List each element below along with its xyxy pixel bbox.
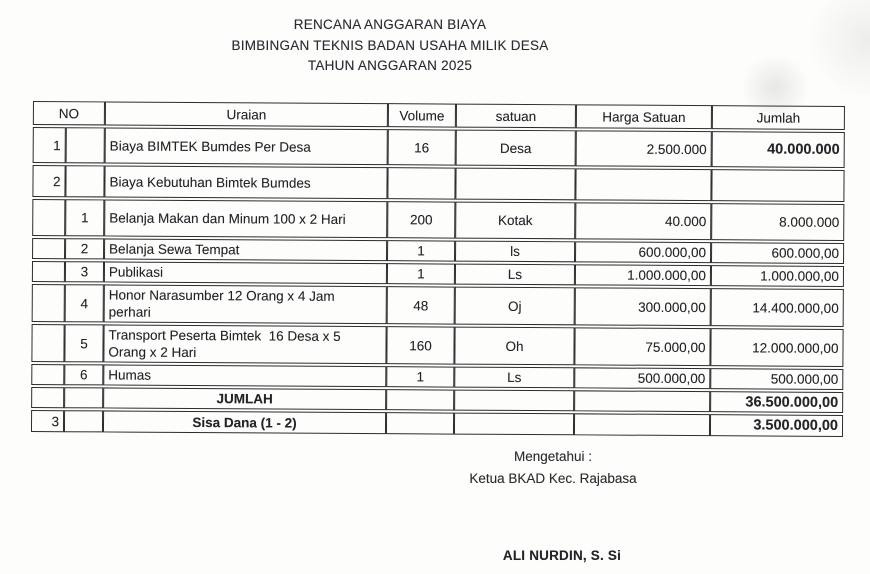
cell-satuan: ls xyxy=(455,241,575,263)
cell-satuan: Desa xyxy=(456,130,576,167)
cell-uraian: Biaya Kebutuhan Bimtek Bumdes xyxy=(104,165,387,199)
cell-uraian: Publikasi xyxy=(104,261,387,284)
signature-block xyxy=(353,446,753,490)
cell-no-sub xyxy=(65,165,104,197)
cell-jumlah: 8.000.000 xyxy=(711,203,844,241)
cell-satuan xyxy=(455,168,575,201)
table-row xyxy=(32,238,844,264)
cell-no-sub: 2 xyxy=(65,238,104,259)
table-header-row xyxy=(33,101,845,130)
cell-volume: 200 xyxy=(387,201,455,238)
cell-satuan: Oj xyxy=(455,287,575,326)
cell-harga-satuan: 75.000,00 xyxy=(574,327,710,366)
table-row-total xyxy=(31,387,843,413)
cell-no-main xyxy=(32,199,65,236)
cell-no-main xyxy=(31,364,64,385)
cell-no-main xyxy=(32,284,65,322)
cell-volume xyxy=(386,412,454,434)
cell-no-main xyxy=(31,387,64,408)
document-title xyxy=(0,15,780,77)
cell-jumlah: 14.400.000,00 xyxy=(711,288,844,327)
title-line-3: TAHUN ANGGARAN 2025 xyxy=(307,58,473,73)
cell-uraian: Belanja Makan dan Minum 100 x 2 Hari xyxy=(104,199,387,238)
cell-satuan: Kotak xyxy=(455,202,575,240)
cell-satuan: Ls xyxy=(454,367,574,389)
cell-uraian: Transport Peserta Bimtek 16 Desa x 5 Orang x 2 Hari xyxy=(103,324,386,364)
cell-volume: 48 xyxy=(387,286,455,324)
table-row xyxy=(33,127,845,168)
cell-harga-satuan: 500.000,00 xyxy=(574,367,710,389)
cell-uraian: Honor Narasumber 12 Orang x 4 Jam perhari xyxy=(104,284,387,324)
cell-no-sub xyxy=(66,127,105,163)
table-row xyxy=(32,284,844,327)
table-row xyxy=(31,324,843,367)
cell-jumlah: 600.000,00 xyxy=(711,242,844,264)
header-volume: Volume xyxy=(388,103,456,127)
cell-jumlah-sisa: 3.500.000,00 xyxy=(710,414,843,437)
signature-role: Ketua BKAD Kec. Rajabasa xyxy=(469,471,637,486)
cell-volume: 160 xyxy=(386,326,454,364)
cell-no-main xyxy=(32,238,65,259)
cell-volume: 16 xyxy=(388,129,456,165)
cell-jumlah: 12.000.000,00 xyxy=(710,328,843,367)
cell-satuan xyxy=(454,390,574,412)
cell-jumlah: 40.000.000 xyxy=(712,131,845,168)
cell-volume: 1 xyxy=(387,263,455,284)
cell-no-sub xyxy=(64,387,103,408)
cell-no-sub xyxy=(64,410,103,432)
cell-harga-satuan: 300.000,00 xyxy=(575,287,711,326)
cell-harga-satuan: 1.000.000,00 xyxy=(575,264,711,286)
cell-satuan: Ls xyxy=(455,264,575,286)
cell-no-sub: 1 xyxy=(65,199,104,236)
signature-heading: Mengetahui : xyxy=(513,449,593,464)
cell-no-sub: 3 xyxy=(65,261,104,282)
header-harga-satuan: Harga Satuan xyxy=(576,104,712,129)
budget-table xyxy=(31,99,845,439)
cell-uraian: Humas xyxy=(103,364,386,387)
header-satuan: satuan xyxy=(456,104,576,129)
cell-no-main xyxy=(32,261,65,282)
cell-total-label: JUMLAH xyxy=(103,387,386,410)
cell-uraian: Belanja Sewa Tempat xyxy=(104,238,387,261)
cell-volume: 1 xyxy=(386,366,454,387)
cell-harga-satuan xyxy=(574,413,710,436)
title-line-1: RENCANA ANGGARAN BIAYA xyxy=(293,17,487,32)
cell-harga-satuan: 600.000,00 xyxy=(575,241,711,263)
cell-harga-satuan: 2.500.000 xyxy=(576,130,712,167)
cell-harga-satuan xyxy=(574,390,710,412)
cell-no-sub: 5 xyxy=(64,324,103,362)
cell-no-main: 2 xyxy=(32,165,65,197)
signature-name: ALI NURDIN, S. Si xyxy=(502,548,622,563)
cell-uraian: Biaya BIMTEK Bumdes Per Desa xyxy=(105,127,388,165)
cell-volume xyxy=(386,389,454,410)
header-jumlah: Jumlah xyxy=(712,105,845,130)
cell-jumlah xyxy=(711,169,844,202)
table-row xyxy=(32,261,844,287)
cell-jumlah: 1.000.000,00 xyxy=(711,265,844,287)
cell-no-main xyxy=(31,324,64,362)
table-row xyxy=(32,165,844,202)
title-line-2: BIMBINGAN TEKNIS BADAN USAHA MILIK DESA xyxy=(231,37,549,53)
cell-jumlah: 500.000,00 xyxy=(710,368,843,390)
cell-no-sub: 4 xyxy=(65,284,104,322)
cell-jumlah-total: 36.500.000,00 xyxy=(710,391,843,413)
cell-harga-satuan xyxy=(575,168,711,201)
cell-volume xyxy=(387,167,455,199)
header-uraian: Uraian xyxy=(105,101,388,127)
table-row xyxy=(32,199,844,241)
cell-sisa-dana-label: Sisa Dana (1 - 2) xyxy=(103,410,386,434)
cell-volume: 1 xyxy=(387,240,455,261)
cell-satuan: Oh xyxy=(454,327,574,366)
cell-satuan xyxy=(454,413,574,436)
header-no: NO xyxy=(33,101,105,125)
cell-no-sub: 6 xyxy=(64,364,103,385)
table-row xyxy=(31,364,843,390)
cell-no-main: 3 xyxy=(31,410,64,432)
table-row-sisa-dana xyxy=(31,410,843,437)
cell-harga-satuan: 40.000 xyxy=(575,202,711,240)
cell-no-main: 1 xyxy=(33,127,66,163)
